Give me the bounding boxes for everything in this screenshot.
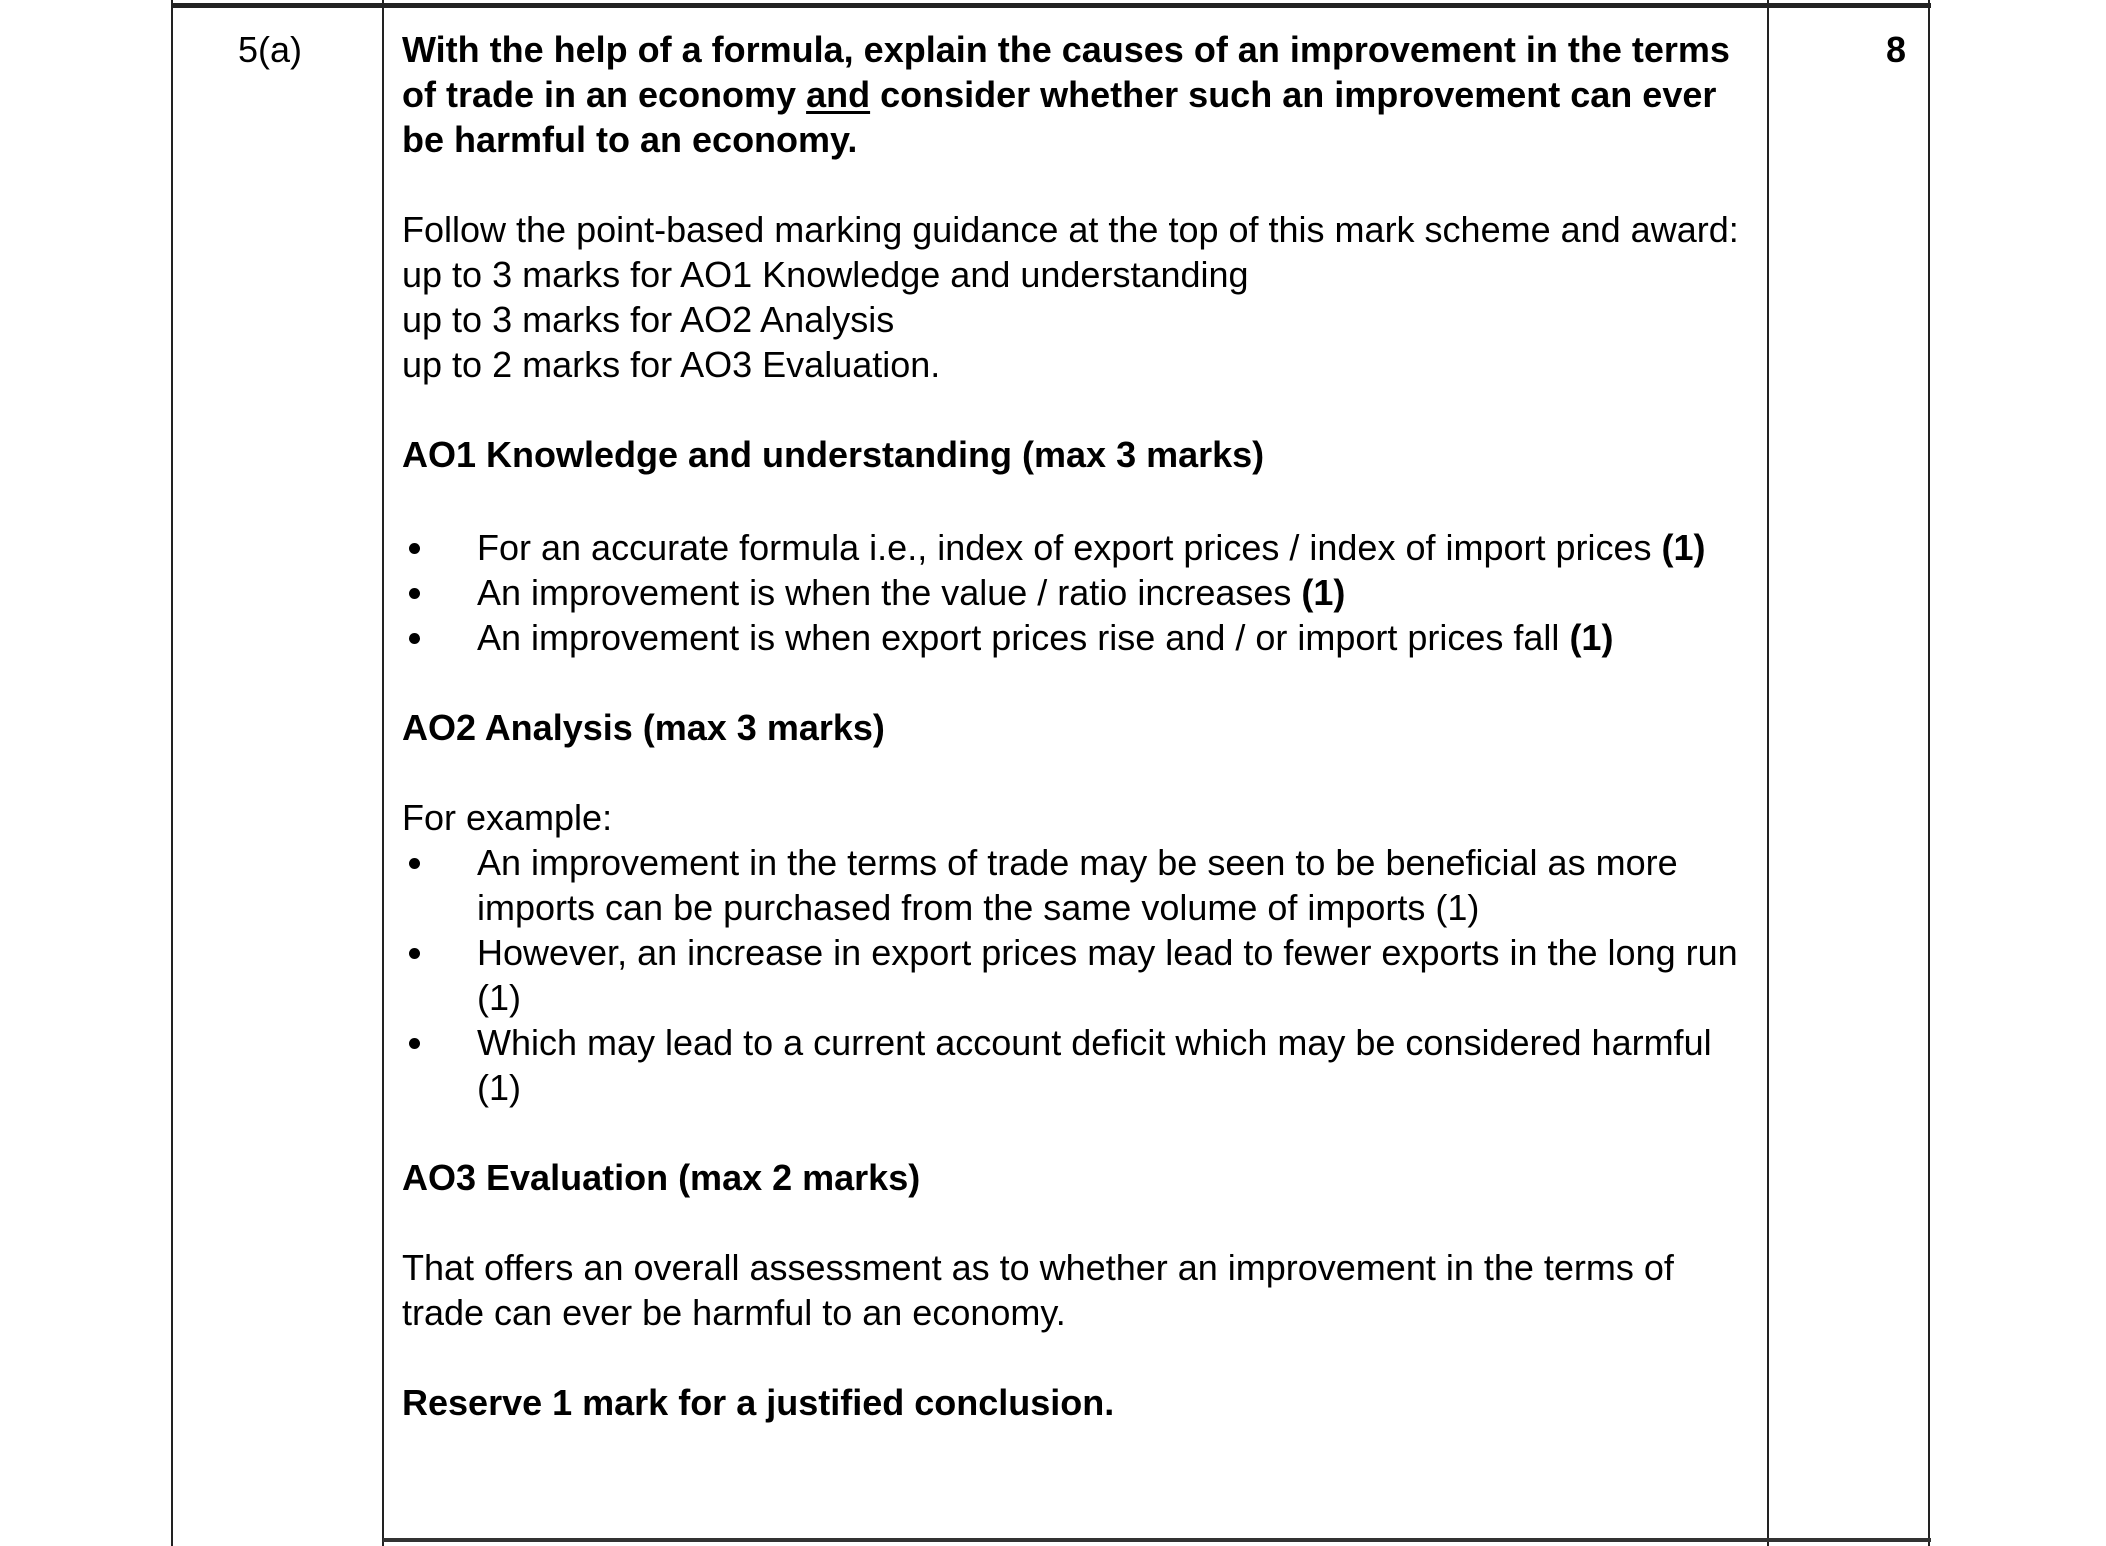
reserve-note: Reserve 1 mark for a justified conclusion. <box>402 1382 1115 1423</box>
guidance-intro: Follow the point-based marking guidance at the top of this mark scheme and award: <box>402 209 1739 250</box>
list-item: Which may lead to a current account deficit which may be considered harmful (1) <box>402 1020 1752 1110</box>
question-text <box>402 27 1752 162</box>
bullet-mark: (1) <box>1661 527 1706 568</box>
ao3-text: That offers an overall assessment as to whether an improvement in the terms of trade can ever be harmful to an economy. <box>402 1247 1674 1333</box>
list-item: An improvement in the terms of trade may be seen to be beneficial as more imports can be purchased from the same volume of imports (1) <box>402 840 1752 930</box>
guidance-line: up to 3 marks for AO1 Knowledge and understanding <box>402 254 1249 295</box>
table-bottom-border <box>383 1538 1931 1542</box>
bullet-mark: (1) <box>1301 572 1346 613</box>
ao3-heading: AO3 Evaluation (max 2 marks) <box>402 1157 921 1198</box>
list-item <box>402 615 1752 660</box>
marks-total: 8 <box>1886 29 1907 70</box>
ao2-list <box>402 840 1752 1110</box>
question-text-part: With the help of a formula, explain the causes of an improvement in the terms of trade in an economy <box>402 29 1730 115</box>
guidance-line: up to 2 marks for AO3 Evaluation. <box>402 344 941 385</box>
guidance-line: up to 3 marks for AO2 Analysis <box>402 299 895 340</box>
table-left-border <box>171 0 173 1546</box>
question-number: 5(a) <box>238 29 303 70</box>
table-right-border <box>1928 0 1930 1546</box>
bullet-text: An improvement is when export prices rise and / or import prices fall <box>477 617 1570 658</box>
column-divider <box>1767 0 1769 1546</box>
ao1-heading: AO1 Knowledge and understanding (max 3 marks) <box>402 434 1265 475</box>
table-top-border <box>172 3 1931 8</box>
list-item <box>402 525 1752 570</box>
list-item: However, an increase in export prices may lead to fewer exports in the long run (1) <box>402 930 1752 1020</box>
ao1-list <box>402 525 1752 660</box>
list-item <box>402 570 1752 615</box>
bullet-text: For an accurate formula i.e., index of export prices / index of import prices <box>477 527 1662 568</box>
mark-scheme-content <box>402 27 1752 1425</box>
ao2-intro: For example: <box>402 797 613 838</box>
ao2-heading: AO2 Analysis (max 3 marks) <box>402 707 885 748</box>
bullet-mark: (1) <box>1569 617 1614 658</box>
bullet-text: An improvement is when the value / ratio increases <box>477 572 1302 613</box>
question-text-part: consider whether such an improvement can ever be harmful to an economy. <box>402 74 1717 160</box>
column-divider <box>382 0 384 1546</box>
question-emphasis: and <box>806 74 871 115</box>
